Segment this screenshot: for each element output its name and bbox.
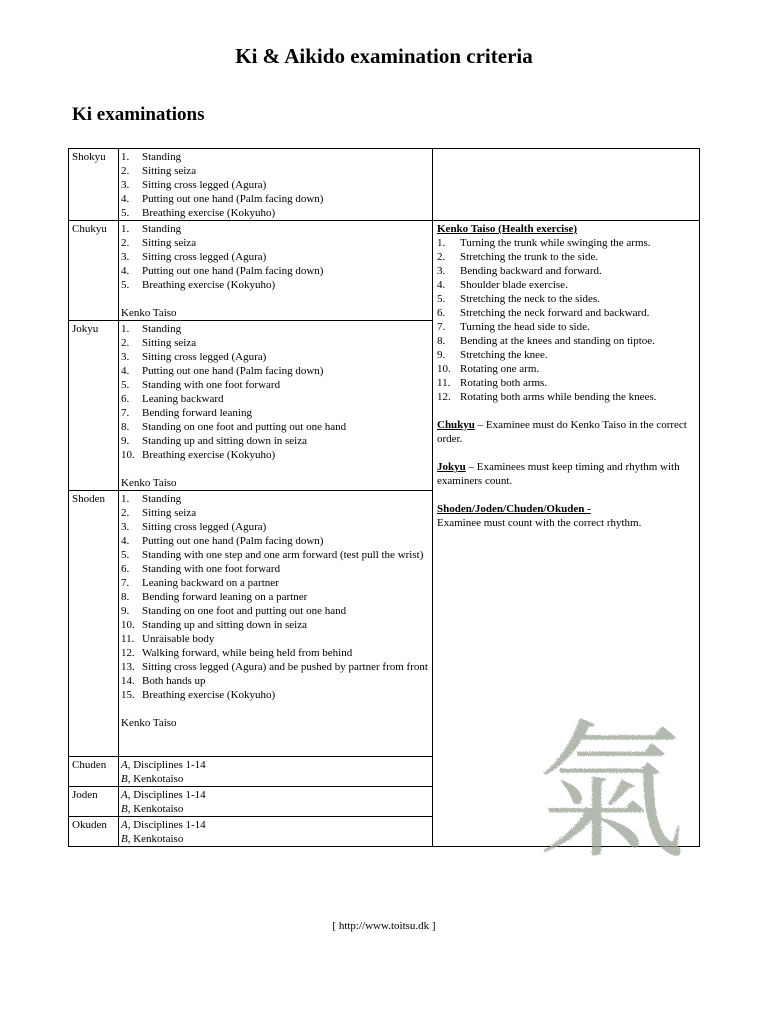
item-text: Sitting cross legged (Agura) and be pushed by partner from front — [142, 661, 428, 673]
option-letter: B — [121, 833, 128, 845]
list-item — [437, 236, 695, 250]
list-item — [121, 378, 432, 392]
list-item — [121, 206, 432, 220]
option-letter: A — [121, 789, 128, 801]
footer-url: [ http://www.toitsu.dk ] — [332, 920, 436, 932]
item-text: Standing up and sitting down in seiza — [142, 619, 307, 631]
item-text: Bending forward leaning on a partner — [142, 591, 308, 603]
list-item — [121, 562, 432, 576]
list-item — [121, 688, 432, 702]
item-text: Sitting cross legged (Agura) — [142, 351, 267, 363]
health-heading: Kenko Taiso (Health exercise) — [437, 223, 578, 235]
item-text: Sitting seiza — [142, 237, 197, 249]
item-number: 5. — [121, 379, 130, 391]
item-number: 8. — [437, 335, 446, 347]
option-letter: A — [121, 819, 128, 831]
item-text: Putting out one hand (Palm facing down) — [142, 265, 324, 277]
disciplines-cell — [119, 149, 433, 221]
disciplines-cell — [119, 817, 433, 847]
list-item — [121, 150, 432, 164]
list-item — [121, 406, 432, 420]
item-number: 9. — [121, 435, 130, 447]
item-number: 7. — [437, 321, 446, 333]
item-number: 15. — [121, 689, 135, 701]
note-text: – Examinee must do Kenko Taiso in the correct order. — [437, 419, 687, 445]
extra-discipline: Kenko Taiso — [121, 477, 177, 489]
option-a — [121, 818, 432, 832]
disciplines-cell — [119, 787, 433, 817]
item-text: Standing with one foot forward — [142, 379, 281, 391]
list-item — [121, 178, 432, 192]
option-b — [121, 802, 432, 816]
note-chukyu — [437, 418, 695, 446]
table-row — [69, 221, 700, 321]
item-number: 2. — [121, 165, 130, 177]
item-number: 3. — [121, 251, 130, 263]
item-text: Walking forward, while being held from behind — [142, 647, 353, 659]
empty-cell — [433, 149, 700, 221]
item-text: Breathing exercise (Kokyuho) — [142, 207, 276, 219]
list-item — [437, 250, 695, 264]
item-text: Rotating both arms. — [460, 377, 548, 389]
item-text: Bending at the knees and standing on tiptoe. — [460, 335, 655, 347]
option-text: , Kenkotaiso — [127, 803, 184, 815]
item-text: Unraisable body — [142, 633, 215, 645]
level-cell: Jokyu — [69, 321, 119, 491]
item-text: Putting out one hand (Palm facing down) — [142, 365, 324, 377]
item-text: Breathing exercise (Kokyuho) — [142, 279, 276, 291]
item-text: Standing on one foot and putting out one hand — [142, 421, 347, 433]
level-cell: Okuden — [69, 817, 119, 847]
list-item — [121, 674, 432, 688]
item-text: Sitting cross legged (Agura) — [142, 521, 267, 533]
item-number: 1. — [437, 237, 446, 249]
item-text: Putting out one hand (Palm facing down) — [142, 535, 324, 547]
note-heading: Chukyu — [437, 419, 475, 431]
item-text: Stretching the neck to the sides. — [460, 293, 600, 305]
list-item — [437, 376, 695, 390]
item-text: Stretching the neck forward and backward. — [460, 307, 650, 319]
item-text: Bending backward and forward. — [460, 265, 602, 277]
item-number: 8. — [121, 421, 130, 433]
list-item — [437, 278, 695, 292]
item-text: Standing with one foot forward — [142, 563, 281, 575]
list-item — [121, 350, 432, 364]
list-item — [121, 520, 432, 534]
level-cell: Shokyu — [69, 149, 119, 221]
list-item — [121, 364, 432, 378]
item-number: 12. — [437, 391, 451, 403]
item-number: 2. — [121, 337, 130, 349]
disciplines-cell — [119, 757, 433, 787]
list-item — [121, 264, 432, 278]
option-a — [121, 788, 432, 802]
list-item — [121, 322, 432, 336]
page-title: Ki & Aikido examination criteria — [235, 44, 533, 68]
list-item — [121, 420, 432, 434]
item-number: 4. — [437, 279, 446, 291]
item-number: 9. — [437, 349, 446, 361]
item-number: 12. — [121, 647, 135, 659]
discipline-list — [121, 222, 432, 292]
item-number: 4. — [121, 193, 130, 205]
item-text: Sitting seiza — [142, 165, 197, 177]
item-number: 10. — [437, 363, 451, 375]
item-text: Putting out one hand (Palm facing down) — [142, 193, 324, 205]
extra-discipline: Kenko Taiso — [121, 717, 177, 729]
list-item — [121, 278, 432, 292]
list-item — [437, 334, 695, 348]
item-number: 6. — [121, 393, 130, 405]
list-item — [437, 306, 695, 320]
list-item — [121, 222, 432, 236]
item-text: Standing — [142, 323, 182, 335]
disciplines-cell — [119, 221, 433, 321]
extra-discipline: Kenko Taiso — [121, 307, 177, 319]
item-number: 5. — [437, 293, 446, 305]
list-item — [121, 534, 432, 548]
note-heading: Jokyu — [437, 461, 466, 473]
item-number: 14. — [121, 675, 135, 687]
item-number: 10. — [121, 449, 135, 461]
option-letter: B — [121, 773, 128, 785]
item-number: 1. — [121, 493, 130, 505]
item-number: 3. — [121, 179, 130, 191]
section-heading: Ki examinations — [72, 104, 205, 125]
option-text: , Disciplines 1-14 — [127, 789, 206, 801]
item-number: 6. — [437, 307, 446, 319]
list-item — [121, 576, 432, 590]
discipline-list — [121, 150, 432, 220]
item-number: 5. — [121, 279, 130, 291]
list-item — [121, 618, 432, 632]
option-text: , Disciplines 1-14 — [127, 759, 206, 771]
item-text: Standing on one foot and putting out one hand — [142, 605, 347, 617]
item-number: 3. — [121, 521, 130, 533]
option-text: , Disciplines 1-14 — [127, 819, 206, 831]
note-heading: Shoden/Joden/Chuden/Okuden - — [437, 503, 591, 515]
option-text: , Kenkotaiso — [127, 773, 184, 785]
list-item — [121, 448, 432, 462]
item-text: Bending forward leaning — [142, 407, 252, 419]
item-number: 7. — [121, 407, 130, 419]
item-number: 2. — [121, 237, 130, 249]
option-letter: A — [121, 759, 128, 771]
item-number: 9. — [121, 605, 130, 617]
list-item — [437, 348, 695, 362]
list-item — [437, 362, 695, 376]
item-text: Sitting cross legged (Agura) — [142, 251, 267, 263]
item-text: Sitting seiza — [142, 507, 197, 519]
item-number: 3. — [121, 351, 130, 363]
list-item — [121, 164, 432, 178]
item-number: 8. — [121, 591, 130, 603]
note-higher — [437, 502, 695, 530]
item-text: Leaning backward — [142, 393, 224, 405]
table-row — [69, 149, 700, 221]
list-item — [121, 236, 432, 250]
option-b — [121, 772, 432, 786]
item-text: Standing — [142, 223, 182, 235]
level-cell: Shoden — [69, 491, 119, 757]
item-number: 11. — [121, 633, 135, 645]
discipline-list — [121, 322, 432, 462]
item-text: Rotating both arms while bending the knees. — [460, 391, 657, 403]
note-text: – Examinees must keep timing and rhythm with examiners count. — [437, 461, 680, 487]
item-text: Turning the head side to side. — [460, 321, 590, 333]
item-number: 1. — [121, 323, 130, 335]
option-text: , Kenkotaiso — [127, 833, 184, 845]
option-a — [121, 758, 432, 772]
item-number: 4. — [121, 265, 130, 277]
item-number: 1. — [121, 223, 130, 235]
list-item — [437, 264, 695, 278]
item-text: Rotating one arm. — [460, 363, 540, 375]
level-cell: Chukyu — [69, 221, 119, 321]
item-number: 7. — [121, 577, 130, 589]
item-text: Leaning backward on a partner — [142, 577, 279, 589]
list-item — [121, 590, 432, 604]
note-text: Examinee must count with the correct rhythm. — [437, 517, 642, 529]
item-text: Shoulder blade exercise. — [460, 279, 568, 291]
item-text: Breathing exercise (Kokyuho) — [142, 689, 276, 701]
list-item — [121, 660, 432, 674]
list-item — [121, 492, 432, 506]
list-item — [121, 392, 432, 406]
item-number: 4. — [121, 365, 130, 377]
item-number: 6. — [121, 563, 130, 575]
list-item — [121, 506, 432, 520]
list-item — [121, 632, 432, 646]
ki-calligraphy-seal — [526, 712, 696, 862]
list-item — [437, 390, 695, 404]
item-number: 13. — [121, 661, 135, 673]
item-text: Sitting seiza — [142, 337, 197, 349]
health-exercise-list — [437, 236, 695, 404]
item-text: Standing — [142, 151, 182, 163]
list-item — [121, 434, 432, 448]
item-text: Standing with one step and one arm forward (test pull the wrist) — [142, 549, 424, 561]
item-number: 2. — [437, 251, 446, 263]
item-text: Breathing exercise (Kokyuho) — [142, 449, 276, 461]
item-text: Standing up and sitting down in seiza — [142, 435, 307, 447]
item-number: 1. — [121, 151, 130, 163]
level-cell: Joden — [69, 787, 119, 817]
list-item — [437, 292, 695, 306]
item-number: 3. — [437, 265, 446, 277]
item-number: 2. — [121, 507, 130, 519]
item-number: 10. — [121, 619, 135, 631]
list-item — [437, 320, 695, 334]
list-item — [121, 192, 432, 206]
level-cell: Chuden — [69, 757, 119, 787]
item-text: Turning the trunk while swinging the arms. — [460, 237, 651, 249]
item-text: Standing — [142, 493, 182, 505]
list-item — [121, 336, 432, 350]
list-item — [121, 646, 432, 660]
disciplines-cell — [119, 321, 433, 491]
item-number: 4. — [121, 535, 130, 547]
item-number: 11. — [437, 377, 451, 389]
list-item — [121, 250, 432, 264]
item-text: Sitting cross legged (Agura) — [142, 179, 267, 191]
ki-character: 氣 — [535, 712, 687, 862]
list-item — [121, 604, 432, 618]
option-b — [121, 832, 432, 846]
item-text: Stretching the trunk to the side. — [460, 251, 599, 263]
item-text: Stretching the knee. — [460, 349, 548, 361]
item-text: Both hands up — [142, 675, 206, 687]
item-number: 5. — [121, 207, 130, 219]
disciplines-cell — [119, 491, 433, 757]
option-letter: B — [121, 803, 128, 815]
item-number: 5. — [121, 549, 130, 561]
note-jokyu — [437, 460, 695, 488]
discipline-list — [121, 492, 432, 702]
list-item — [121, 548, 432, 562]
